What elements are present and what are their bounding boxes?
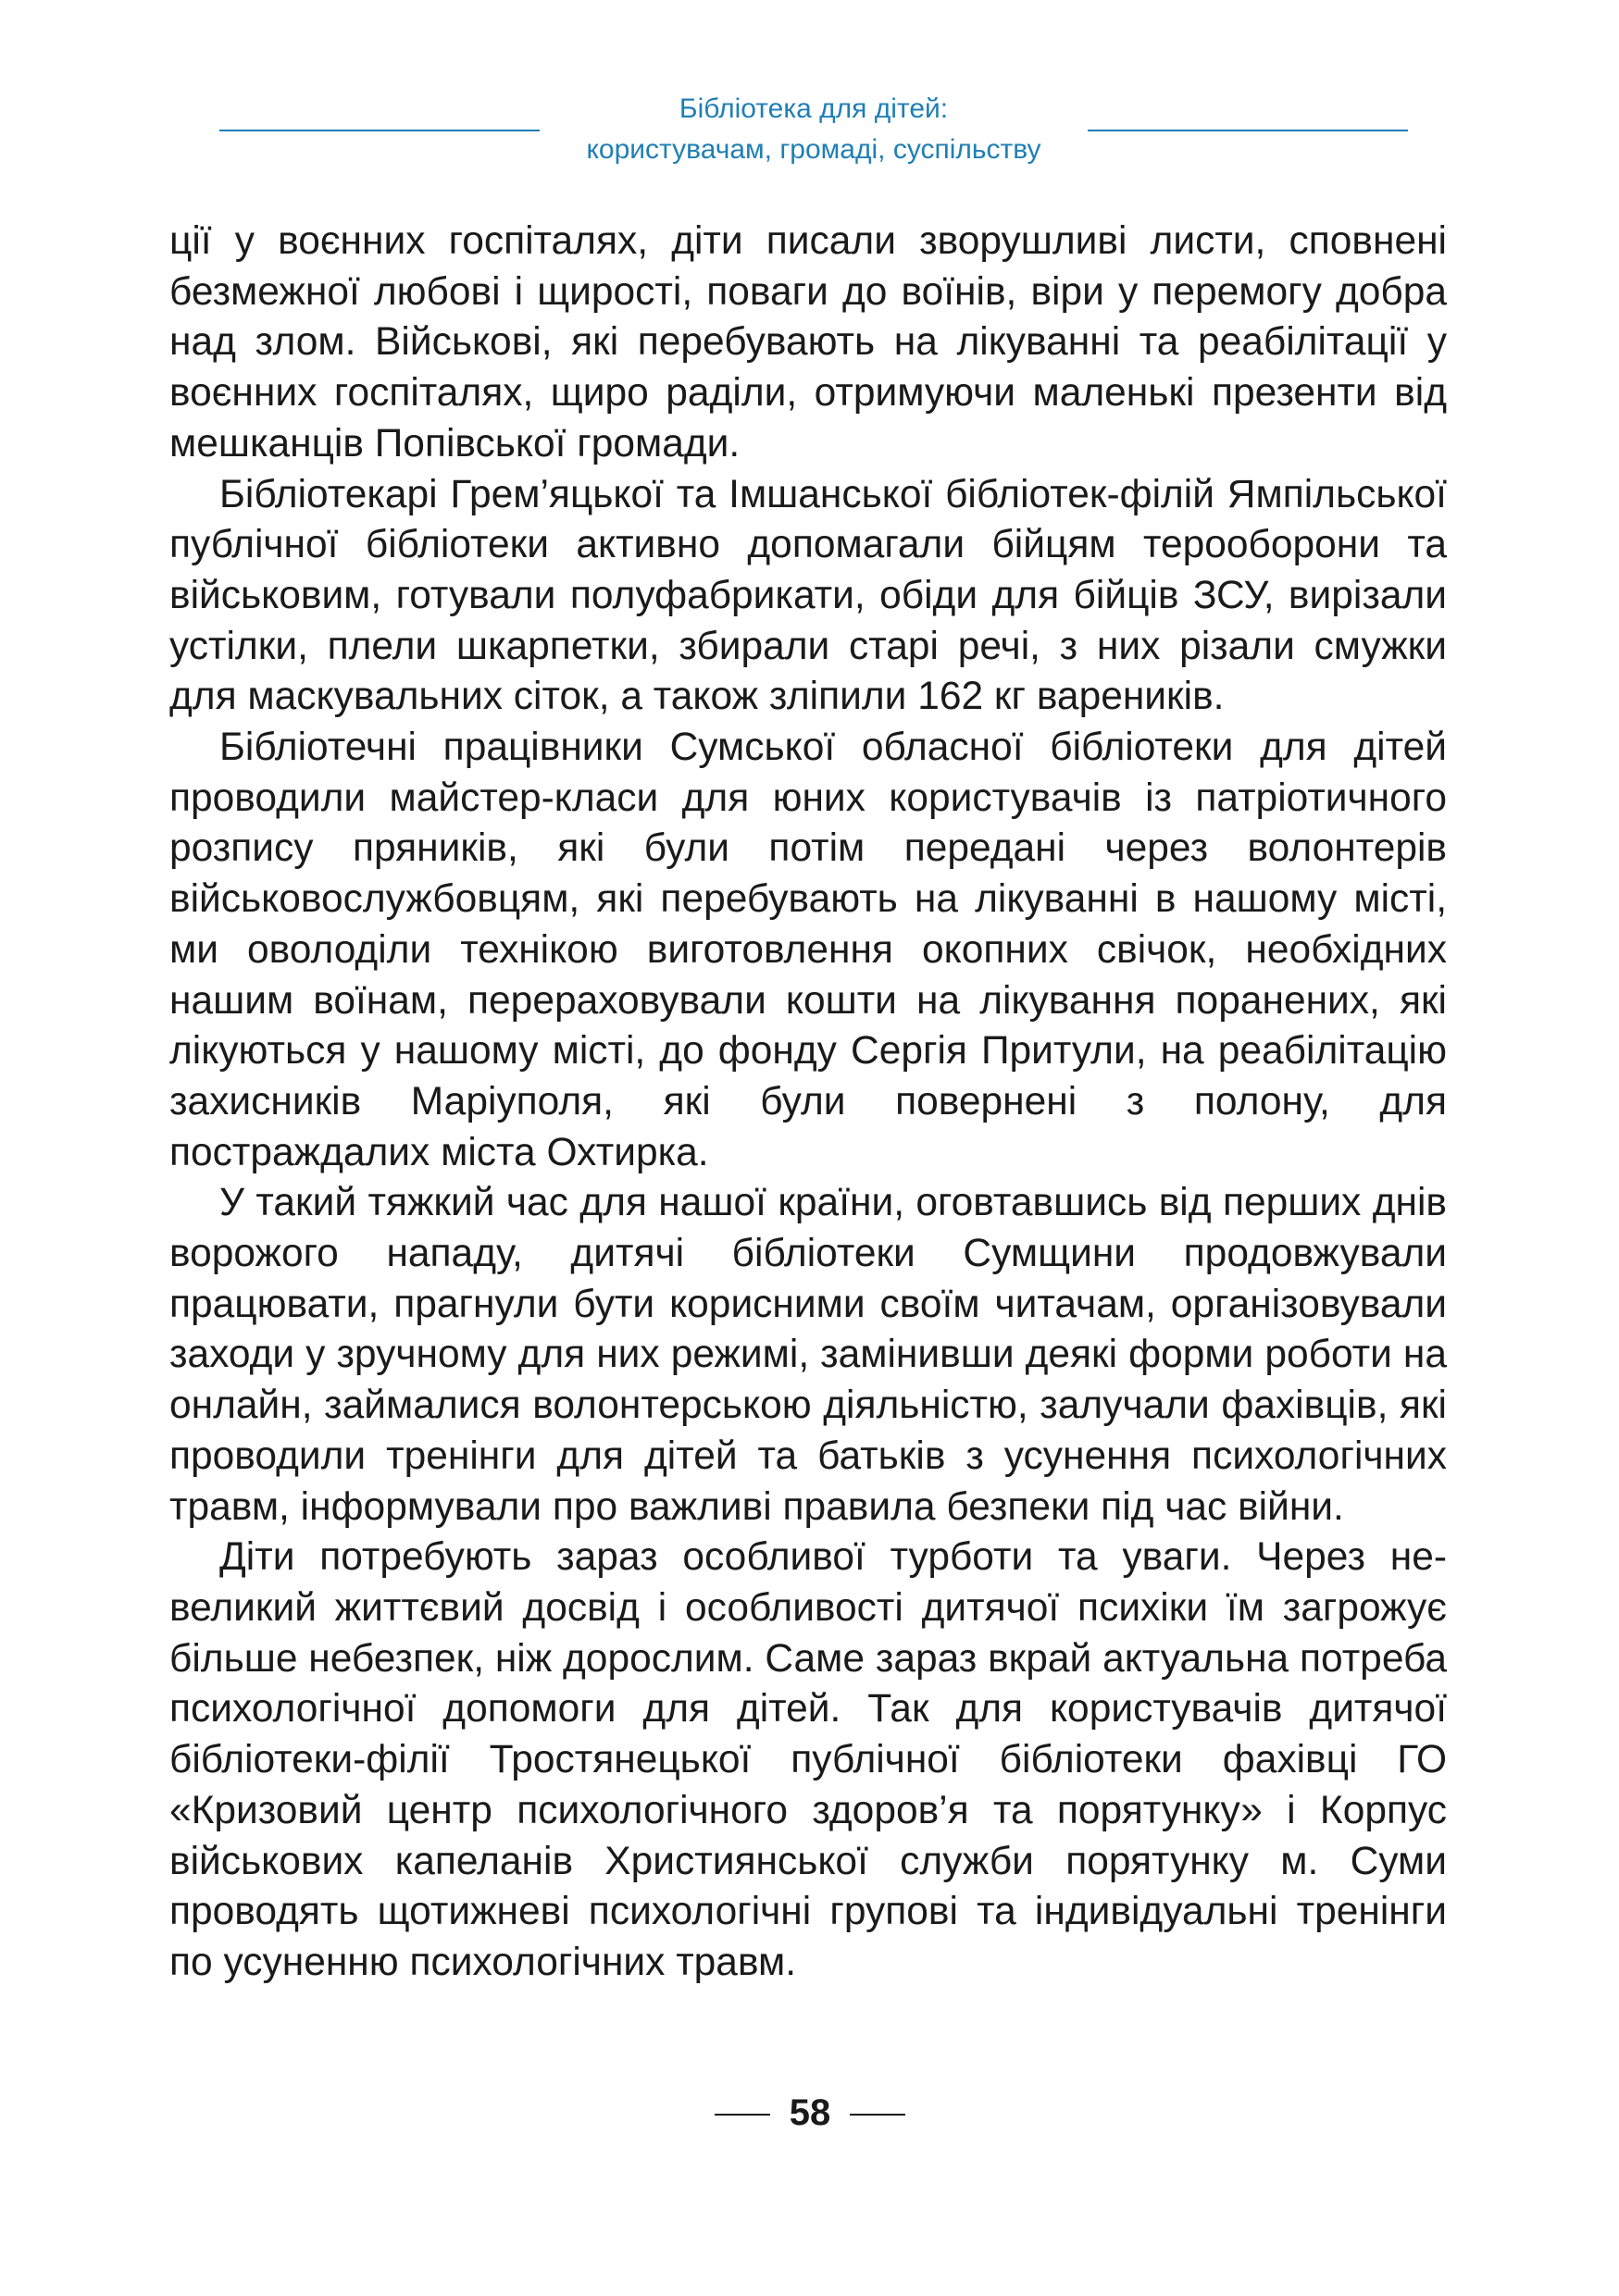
- header-title-line-2: користувачам, громаді, суспільству: [586, 134, 1041, 165]
- paragraph-1: ції у воєнних госпіталях, діти писали зворушливі листи, сповнені безмежної любові і щирості, поваги до воїнів, віри у перемогу добра над злом. Військові, які перебувають на лікуванні та реабілітації у воєнних госпіталях, щиро раділи, отримуючи маленькі презенти від мешканців Попівської громади.: [169, 219, 1447, 465]
- body-text: [169, 217, 1447, 1989]
- page-number-rule-left: [715, 2114, 770, 2116]
- page-number-rule-right: [850, 2114, 905, 2116]
- page-number: [0, 2090, 1619, 2136]
- header-rule-right: [1088, 130, 1408, 131]
- running-header: [0, 89, 1619, 172]
- paragraph-4: У такий тяжкий час для нашої країни, оговтавшись від перших днів ворожого нападу, дитячі бібліотеки Сумщини продовжували працювати, прагнули бути корисними своїм читачам, організовували заходи у зручному для них режимі, замінивши деякі форми роботи на онлайн, займалися волонтерською діяльністю, залучали фахівців, які проводили тренінги для дітей та батьків з усунення психологічних травм, інформували про важливі правила безпеки під час війни.: [169, 1181, 1447, 1529]
- paragraph-5: Діти потребують зараз особливої турботи та уваги. Через невеликий життєвий досвід і особливості дитячої психіки їм загрожує більше небезпек, ніж дорослим. Саме зараз вкрай актуальна потреба психологічної допомоги для дітей. Так для користувачів дитячої бібліотеки-філії Тростянецької публічної бібліотеки фахівці ГО «Кризовий центр психологічного здоров’я та порятунку» і Корпус військових капеланів Християнської служби порятунку м. Суми проводять щотижневі психологічні групові та індивідуальні тренінги по усуненню психологічних травм.: [169, 1535, 1447, 1984]
- paragraph-3: Бібліотечні працівники Сумської обласної бібліотеки для дітей проводили майстер-класи для юних користувачів із патріотичного розпису пряників, які були потім передані через волонтерів військовослужбовцям, які перебувають на лікуванні в нашому місті, ми оволоділи технікою виготовлення окопних свічок, необхідних нашим воїнам, перераховували кошти на лікування поранених, які лікуються у нашому місті, до фонду Сергія Притули, на реабілітацію захисників Маріуполя, які були повернені з полону, для постраждалих міста Охтирка.: [169, 726, 1447, 1174]
- header-title: [540, 89, 1088, 170]
- paragraph-2: Бібліотекарі Грем’яцької та Імшанської бібліотек-філій Ямпільської публічної бібліотеки активно допомагали бійцям терооборони та військовим, готували полуфабрикати, обіди для бійців ЗСУ, вирізали устілки, плели шкарпетки, збирали старі речі, з них різали смужки для маскувальних сіток, а також зліпили 162 кг вареників.: [169, 472, 1447, 719]
- header-title-line-1: Бібліотека для дітей:: [679, 93, 949, 124]
- page-number-value: 58: [789, 2092, 831, 2133]
- header-rule-left: [219, 130, 540, 131]
